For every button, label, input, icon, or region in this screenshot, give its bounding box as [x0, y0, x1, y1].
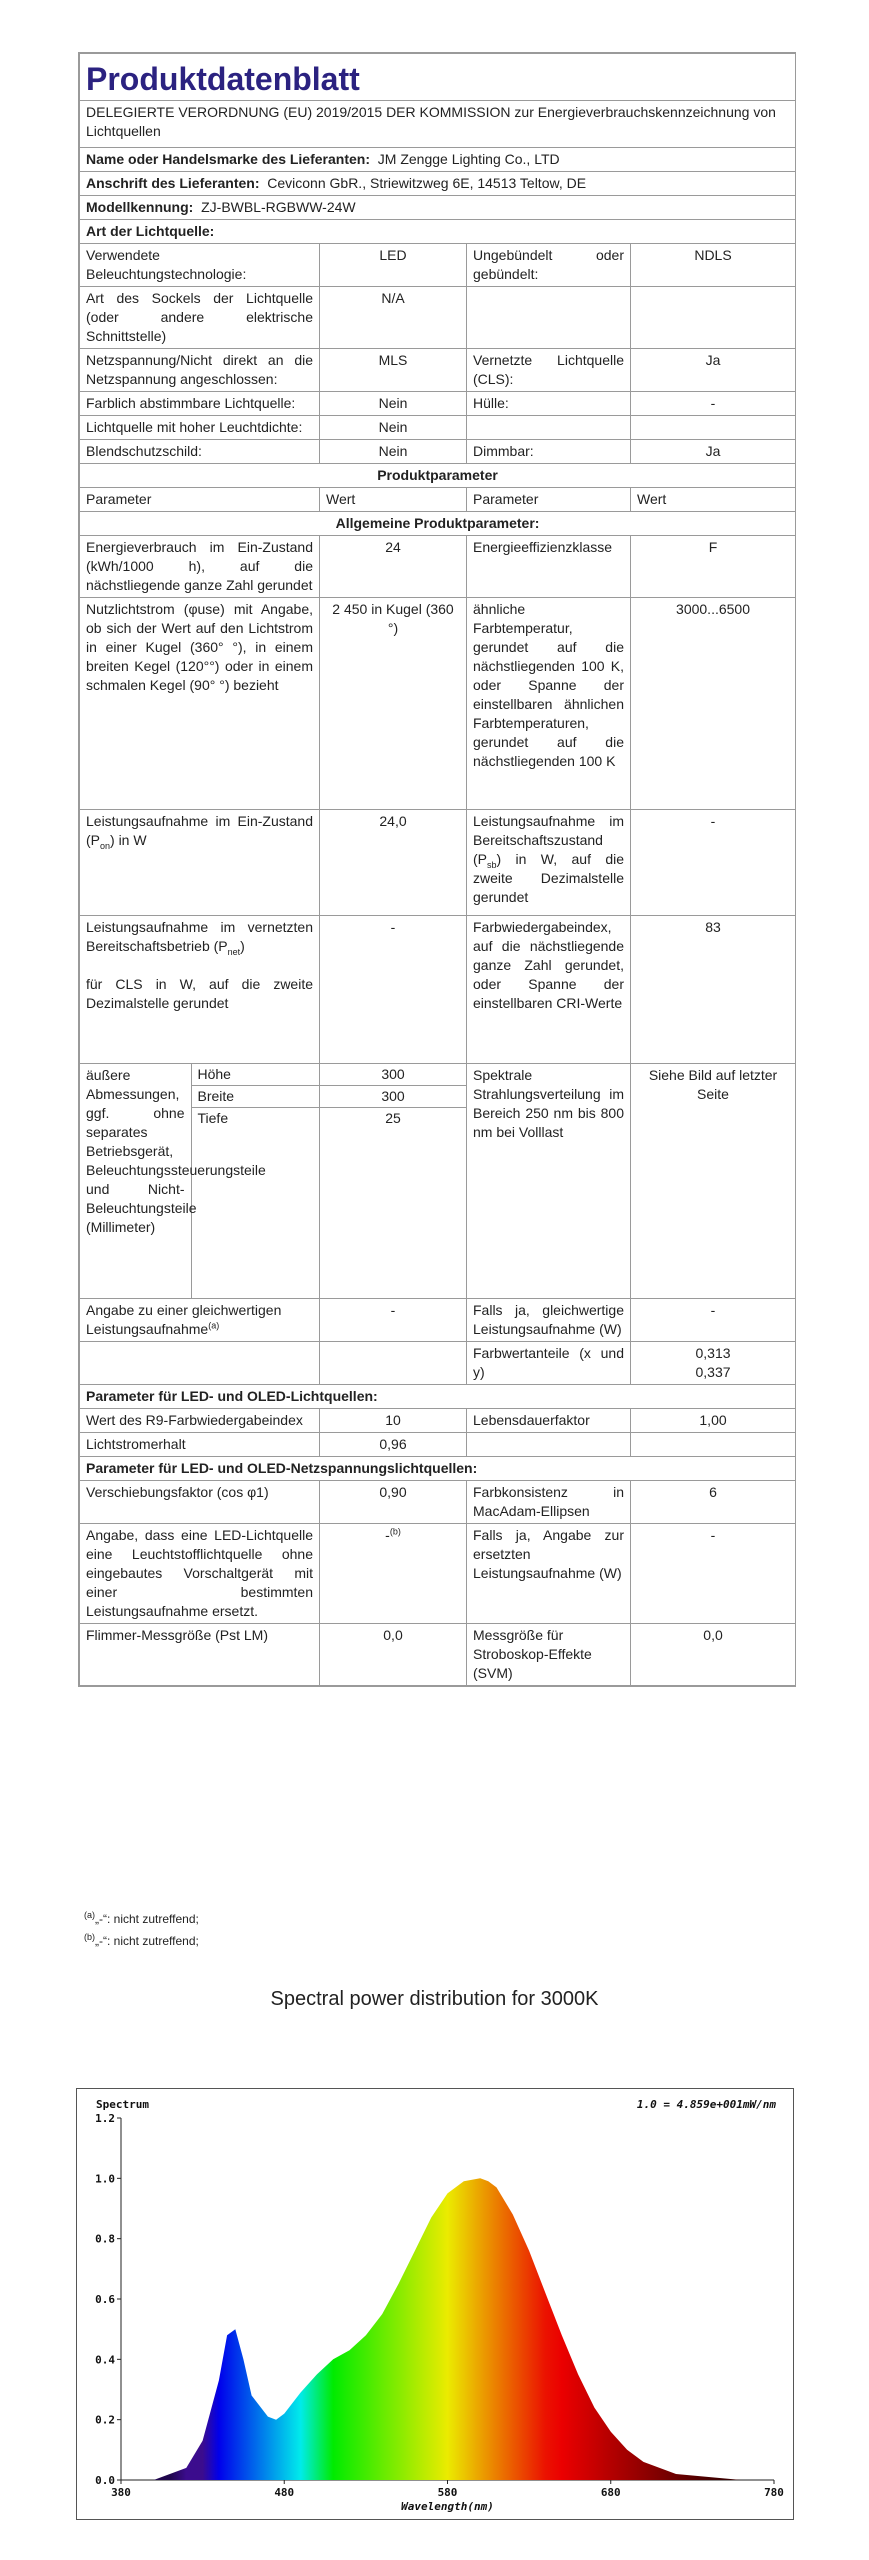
chroma-x: 0,313	[695, 1345, 731, 1361]
param-value: 10	[320, 1409, 467, 1433]
column-header: Wert	[631, 488, 796, 512]
height-value: 300	[320, 1064, 466, 1086]
param-value: 24	[320, 536, 467, 598]
param-value: N/A	[320, 287, 467, 349]
param-label	[467, 1433, 631, 1457]
param-label: Vernetzte Lichtquelle (CLS):	[467, 349, 631, 392]
param-value: 0,90	[320, 1481, 467, 1524]
param-value: Ja	[631, 349, 796, 392]
table-row	[80, 349, 796, 392]
param-value: NDLS	[631, 244, 796, 287]
supplier-name-row	[80, 148, 796, 172]
param-label	[467, 416, 631, 440]
param-label: Farbwiedergabeindex, auf die nächstliegende ganze Zahl gerundet, oder Spanne der einstellbaren CRI-Werte	[467, 916, 631, 1064]
table-row	[80, 598, 796, 810]
footnote-a: $^{(a)}$„-“: nicht zutreffend;	[84, 1910, 199, 1926]
param-value	[631, 1342, 796, 1385]
table-row	[80, 244, 796, 287]
param-label: Angabe, dass eine LED-Lichtquelle eine Leuchtstofflichtquelle ohne eingebautes Vorschaltgerät mit einer bestimmten Leistungsaufnahme ersetzt.	[80, 1524, 320, 1624]
column-header: Parameter	[467, 488, 631, 512]
param-label: Hülle:	[467, 392, 631, 416]
table-row	[80, 440, 796, 464]
x-axis-label: Wavelength(nm)	[401, 2500, 494, 2513]
footnotes	[84, 1908, 199, 1952]
table-row	[80, 1342, 796, 1385]
param-label: Lichtstromerhalt	[80, 1433, 320, 1457]
param-label: Spektrale Strahlungsverteilung im Bereich 250 nm bis 800 nm bei Volllast	[467, 1064, 631, 1299]
param-label: Lebensdauerfaktor	[467, 1409, 631, 1433]
table-row	[80, 1624, 796, 1686]
table-row	[80, 1481, 796, 1524]
chart-scale-note: 1.0 = 4.859e+001mW/nm	[636, 2098, 776, 2111]
supplier-address-row	[80, 172, 796, 196]
general-params-header: Allgemeine Produktparameter:	[80, 512, 796, 536]
x-tick-label: 680	[600, 2486, 621, 2499]
param-value: LED	[320, 244, 467, 287]
param-value: -	[631, 810, 796, 916]
y-tick-label: 0.8	[95, 2232, 115, 2246]
spectrum-chart	[76, 2088, 794, 2520]
param-value: Siehe Bild auf letzter Seite	[631, 1064, 796, 1299]
param-value: 0,0	[631, 1624, 796, 1686]
table-row	[80, 1524, 796, 1624]
regulation-text: DELEGIERTE VERORDNUNG (EU) 2019/2015 DER KOMMISSION zur Energieverbrauchskennzeichnung von Lichtquellen	[80, 101, 796, 148]
x-tick-label: 780	[764, 2486, 784, 2499]
param-value: 2 450 in Kugel (360 °)	[320, 598, 467, 810]
model-row	[80, 196, 796, 220]
depth-value: 25	[385, 1110, 401, 1126]
y-tick-label: 1.0	[95, 2172, 115, 2186]
param-value	[631, 416, 796, 440]
chroma-y: 0,337	[695, 1364, 731, 1380]
param-value: MLS	[320, 349, 467, 392]
param-label: Dimmbar:	[467, 440, 631, 464]
mains-params-header: Parameter für LED- und OLED-Netzspannungslichtquellen:	[80, 1457, 796, 1481]
product-datasheet	[78, 52, 796, 1687]
table-row	[80, 1409, 796, 1433]
param-value: Ja	[631, 440, 796, 464]
param-value: -	[320, 1299, 467, 1342]
param-value: Nein	[320, 392, 467, 416]
param-label: Farbkonsistenz in MacAdam-Ellipsen	[467, 1481, 631, 1524]
param-label: Verwendete Beleuchtungstechnologie:	[80, 244, 320, 287]
param-label: Falls ja, gleichwertige Leistungsaufnahme (W)	[467, 1299, 631, 1342]
x-tick-label: 380	[111, 2486, 131, 2499]
param-value: 0,0	[320, 1624, 467, 1686]
param-value: 0,96	[320, 1433, 467, 1457]
table-row	[80, 287, 796, 349]
param-value	[631, 287, 796, 349]
height-label: Höhe	[191, 1064, 320, 1086]
table-row	[80, 416, 796, 440]
param-label: Messgröße für Stroboskop-Effekte (SVM)	[467, 1624, 631, 1686]
lightsource-type-header: Art der Lichtquelle:	[80, 220, 796, 244]
param-value: Nein	[320, 416, 467, 440]
param-label: Blendschutzschild:	[80, 440, 320, 464]
param-label: Lichtquelle mit hoher Leuchtdichte:	[80, 416, 320, 440]
supplier-address-value: Ceviconn GbR., Striewitzweg 6E, 14513 Teltow, DE	[267, 175, 587, 191]
param-label: Leistungsaufnahme im vernetzten Bereitschaftsbetrieb $(P_{net})$ für CLS in W, auf die zweite Dezimalstelle gerundet	[80, 916, 320, 1064]
table-row	[80, 916, 796, 1064]
param-label	[467, 287, 631, 349]
param-label: Flimmer-Messgröße (Pst LM)	[80, 1624, 320, 1686]
y-tick-label: 1.2	[95, 2112, 115, 2125]
width-value: 300	[320, 1086, 466, 1108]
param-value: 24,0	[320, 810, 467, 916]
chart-title: Spectral power distribution for 3000K	[270, 1988, 599, 2010]
param-label: Wert des R9-Farbwiedergabeindex	[80, 1409, 320, 1433]
param-value: -$^{(b)}$	[320, 1524, 467, 1624]
table-row	[80, 1433, 796, 1457]
param-label: Farblich abstimmbare Lichtquelle:	[80, 392, 320, 416]
product-params-header: Produktparameter	[80, 464, 796, 488]
y-tick-label: 0.2	[95, 2413, 115, 2427]
dimension-values	[320, 1064, 466, 1129]
page-title: Produktdatenblatt	[80, 54, 796, 101]
param-value: 83	[631, 916, 796, 1064]
column-header: Parameter	[80, 488, 320, 512]
param-value: F	[631, 536, 796, 598]
x-tick-label: 480	[274, 2486, 295, 2499]
x-tick-label: 580	[437, 2486, 458, 2499]
y-tick-label: 0.6	[95, 2293, 115, 2306]
param-label: Leistungsaufnahme im Ein-Zustand $(P_{on})$ in W	[80, 810, 320, 916]
width-label: Breite	[191, 1086, 320, 1108]
supplier-address-label: Anschrift des Lieferanten:	[86, 175, 260, 191]
param-value: 3000...6500	[631, 598, 796, 810]
table-row	[80, 536, 796, 598]
param-value: -	[320, 916, 467, 1064]
chart-label-spectrum: Spectrum	[96, 2098, 149, 2111]
param-label: Falls ja, Angabe zur ersetzten Leistungsaufnahme (W)	[467, 1524, 631, 1624]
param-label: Nutzlichtstrom (φuse) mit Angabe, ob sich der Wert auf den Lichtstrom in einer Kugel (360° °), in einem breiten Kegel (120°°) oder in einem schmalen Kegel (90° °) bezieht	[80, 598, 320, 810]
led-params-header: Parameter für LED- und OLED-Lichtquellen:	[80, 1385, 796, 1409]
depth-label: Tiefe	[197, 1110, 229, 1126]
dimensions-subtable	[80, 1064, 320, 1298]
param-value	[631, 1433, 796, 1457]
param-label: Verschiebungsfaktor (cos φ1)	[80, 1481, 320, 1524]
param-label: Farbwertanteile (x und y)	[467, 1342, 631, 1385]
param-value: 6	[631, 1481, 796, 1524]
param-value: -	[631, 1524, 796, 1624]
param-value: Nein	[320, 440, 467, 464]
model-label: Modellkennung:	[86, 199, 194, 215]
param-label: Energieverbrauch im Ein-Zustand (kWh/1000 h), auf die nächstliegende ganze Zahl gerundet	[80, 536, 320, 598]
param-value: 1,00	[631, 1409, 796, 1433]
supplier-name-value: JM Zengge Lighting Co., LTD	[377, 151, 560, 167]
param-label: Ungebündelt oder gebündelt:	[467, 244, 631, 287]
param-label: Leistungsaufnahme im Bereitschaftszustand $(P_{sb})$ in W, auf die zweite Dezimalstelle gerundet	[467, 810, 631, 916]
footnote-b: $^{(b)}$„-“: nicht zutreffend;	[84, 1932, 199, 1948]
model-value: ZJ-BWBL-RGBWW-24W	[201, 199, 356, 215]
dimensions-row	[80, 1064, 796, 1299]
supplier-name-label: Name oder Handelsmarke des Lieferanten:	[86, 151, 370, 167]
datasheet-table	[79, 53, 796, 1686]
param-label: Art des Sockels der Lichtquelle (oder andere elektrische Schnittstelle)	[80, 287, 320, 349]
column-header-row	[80, 488, 796, 512]
param-value: -	[631, 392, 796, 416]
param-value: -	[631, 1299, 796, 1342]
param-label: ähnliche Farbtemperatur, gerundet auf die nächstliegenden 100 K, oder Spanne der einstellbaren ähnlichen Farbtemperaturen, gerundet auf die nächstliegenden 100 K	[467, 598, 631, 810]
dimensions-label: äußere Abmessungen, ggf. ohne separates Betriebsgerät, Beleuchtungssteuerungsteile und Nicht-Beleuchtungsteile (Millimeter)	[80, 1064, 191, 1298]
table-row	[80, 392, 796, 416]
table-row	[80, 810, 796, 916]
param-label: Angabe zu einer gleichwertigen Leistungsaufnahme$^{(a)}$	[80, 1299, 320, 1342]
param-label: Netzspannung/Nicht direkt an die Netzspannung angeschlossen:	[80, 349, 320, 392]
column-header: Wert	[320, 488, 467, 512]
table-row	[80, 1299, 796, 1342]
y-tick-label: 0.0	[95, 2474, 115, 2487]
param-label: Energieeffizienzklasse	[467, 536, 631, 598]
y-tick-label: 0.4	[95, 2353, 115, 2367]
